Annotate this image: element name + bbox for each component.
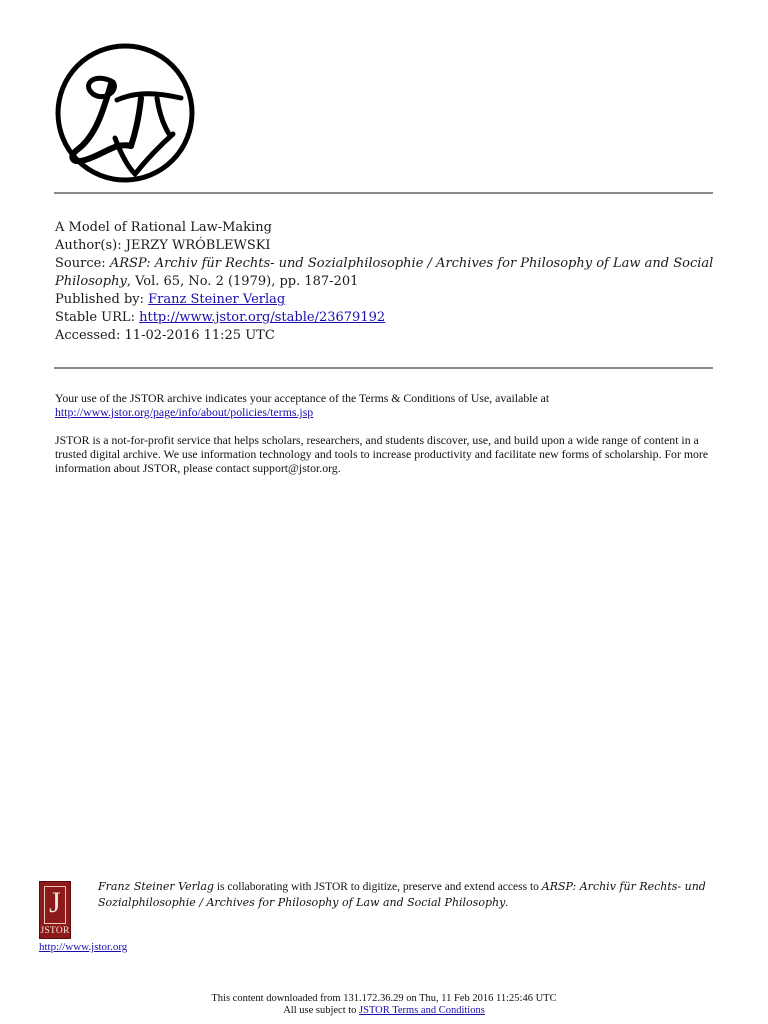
stable-url-link[interactable]: http://www.jstor.org/stable/23679192 [139,310,386,325]
stable-url-line [55,309,715,327]
about-jstor-text: JSTOR is a not-for-profit service that helps scholars, researchers, and students discover, use, and build upon a wide range of content in a trusted digital archive. We use information technology and tools to increase productivity and facilitate new forms of scholarship. For more information about JSTOR, please contact support@jstor.org. [55,433,709,475]
terms-text: Your use of the JSTOR archive indicates your acceptance of the Terms & Conditions of Use, available at [55,391,550,405]
source-details: , Vol. 65, No. 2 (1979), pp. 187-201 [126,274,359,289]
stable-url-label: Stable URL: [55,310,135,325]
citation-block [55,219,715,345]
author-label: Author(s): [55,238,122,253]
accessed-line [55,327,715,345]
collab-journal: ARSP: Archiv für Rechts- und Sozialphilosophie / Archives for Philosophy of Law and Social Philosophy [98,880,706,909]
download-info: This content downloaded from 131.172.36.29 on Thu, 11 Feb 2016 11:25:46 UTC [211,993,557,1004]
jstor-logo-icon[interactable]: J JSTOR [39,881,71,939]
collab-publisher: Franz Steiner Verlag [98,880,214,893]
terms-conditions-link[interactable]: JSTOR Terms and Conditions [359,1005,485,1016]
author-line [55,237,715,255]
collab-end: . [505,897,509,909]
jstor-logo-text: JSTOR [40,926,70,936]
source-line [55,255,715,291]
publisher-link[interactable]: Franz Steiner Verlag [148,292,286,307]
source-journal: ARSP: Archiv für Rechts- und Sozialphilosophie / Archives for Philosophy of Law and Social Philosophy [55,256,714,289]
accessed-date: 11-02-2016 11:25 UTC [124,328,275,343]
terms-footer-prefix: All use subject to [283,1005,360,1016]
accessed-label: Accessed: [55,328,121,343]
article-title: A Model of Rational Law-Making [55,220,272,235]
collaboration-text [98,879,718,911]
about-jstor [55,433,717,475]
jstor-home-link[interactable]: http://www.jstor.org [39,941,128,953]
terms-link[interactable]: http://www.jstor.org/page/info/about/policies/terms.jsp [55,405,314,419]
collab-middle: is collaborating with JSTOR to digitize, preserve and extend access to [213,881,542,893]
top-divider [54,192,713,194]
ltr-monogram-icon [55,42,195,184]
collaboration-block [39,879,719,959]
download-footer [0,993,768,1017]
author-name: JERZY WRÓBLEWSKI [125,238,271,253]
publisher-label: Published by: [55,292,144,307]
terms-notice [55,391,717,419]
source-label: Source: [55,256,106,271]
publisher-line [55,291,715,309]
terms-footer-line [0,1005,768,1017]
middle-divider [54,367,713,369]
